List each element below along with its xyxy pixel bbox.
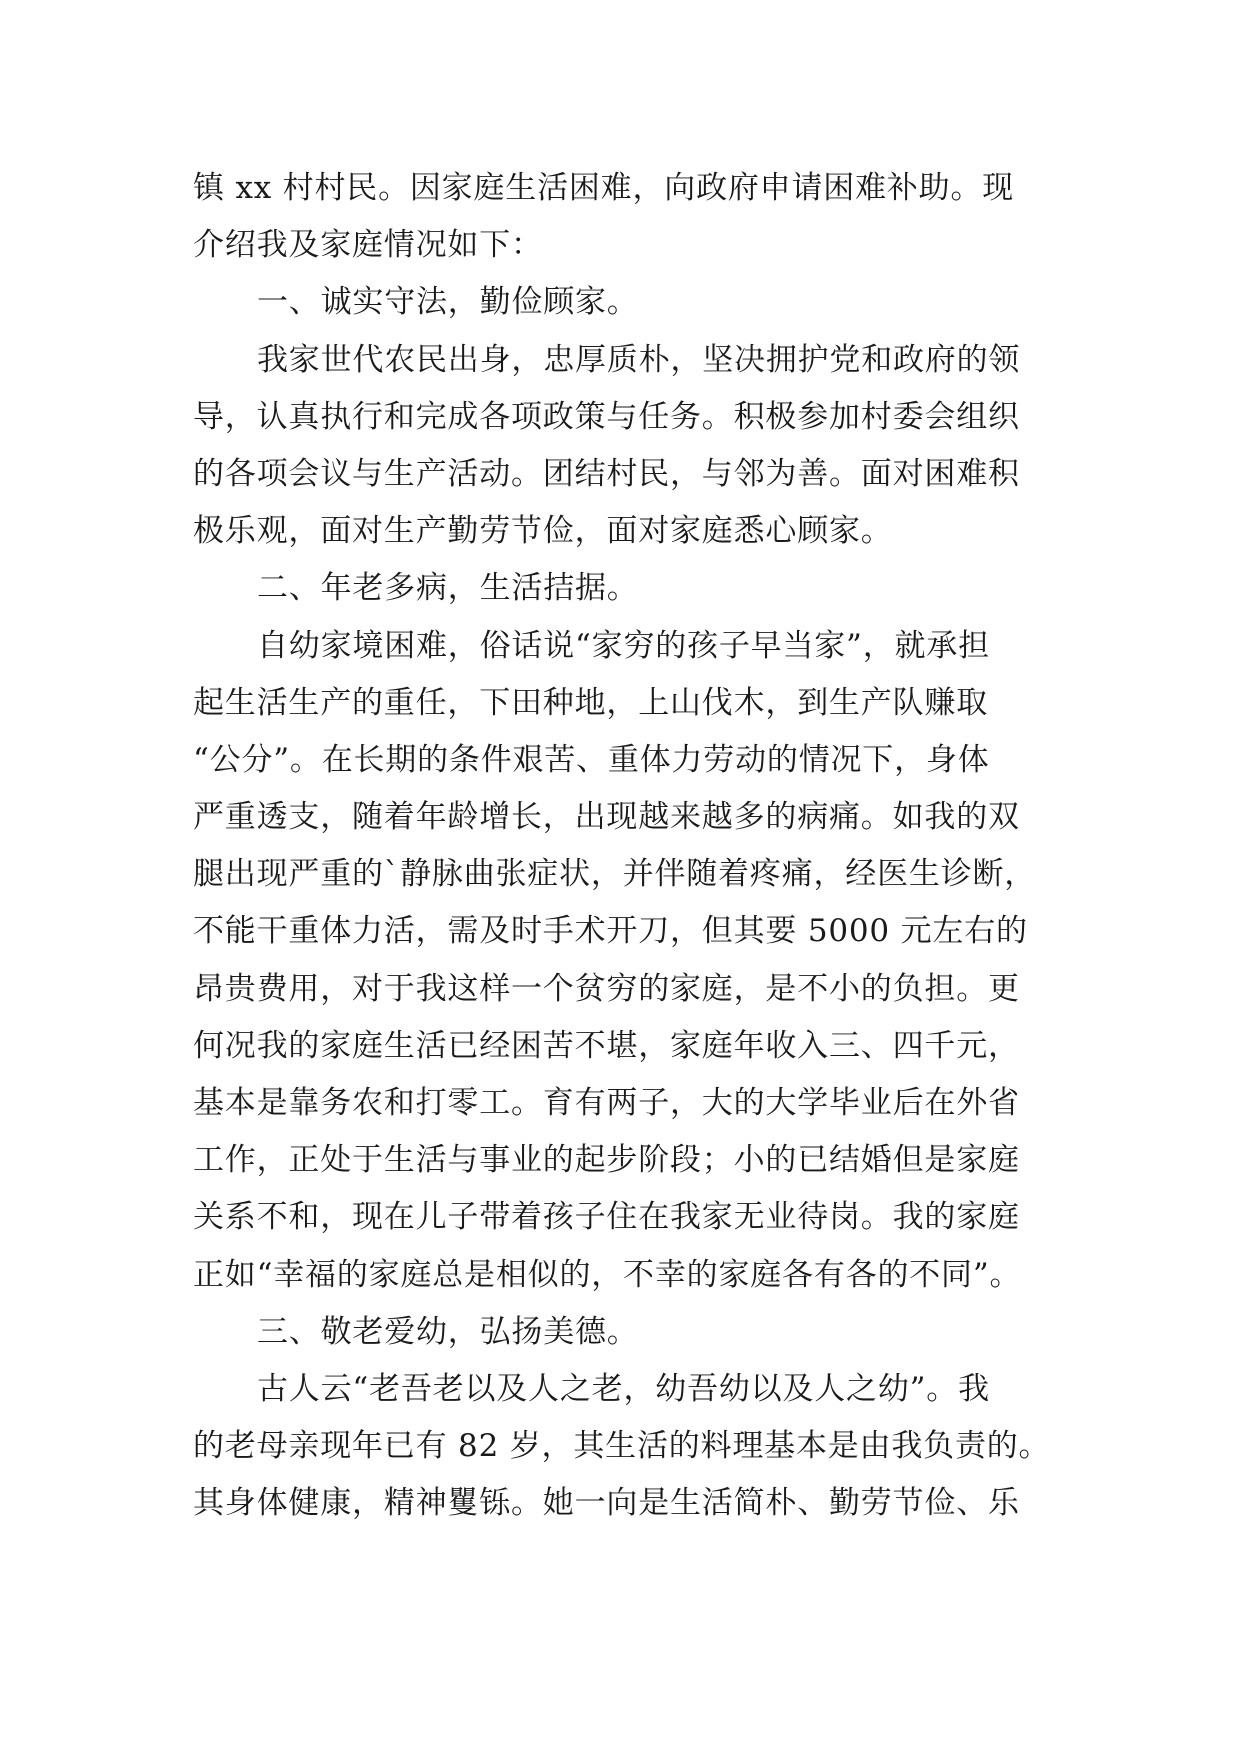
text-line: 一、诚实守法，勤俭顾家。 bbox=[257, 284, 639, 321]
text-line: 古人云“老吾老以及人之老，幼吾幼以及人之幼”。我 bbox=[257, 1370, 990, 1407]
text-line: 自幼家境困难，俗话说“家穷的孩子早当家”，就承担 bbox=[257, 627, 990, 664]
text-line: 介绍我及家庭情况如下： bbox=[193, 227, 543, 264]
text-line: 极乐观，面对生产勤劳节俭，面对家庭悉心顾家。 bbox=[193, 513, 893, 550]
text-line: 的各项会议与生产活动。团结村民，与邻为善。面对困难积 bbox=[193, 455, 1020, 492]
text-line: 三、敬老爱幼，弘扬美德。 bbox=[257, 1313, 639, 1350]
text-line: 其身体健康，精神矍铄。她一向是生活简朴、勤劳节俭、乐 bbox=[193, 1485, 1020, 1522]
text-line: “公分”。在长期的条件艰苦、重体力劳动的情况下，身体 bbox=[193, 741, 990, 778]
text-line: 导，认真执行和完成各项政策与任务。积极参加村委会组织 bbox=[193, 398, 1020, 435]
text-line: 起生活生产的重任，下田种地，上山伐木，到生产队赚取 bbox=[193, 684, 988, 721]
text-line: 二、年老多病，生活拮据。 bbox=[257, 570, 639, 607]
text-line: 基本是靠务农和打零工。育有两子，大的大学毕业后在外省 bbox=[193, 1085, 1020, 1121]
text-line: 镇 xx 村村民。因家庭生活困难，向政府申请困难补助。现 bbox=[193, 170, 1015, 206]
text-line: 不能干重体力活，需及时手术开刀，但其要 5000 元左右的 bbox=[193, 913, 1028, 950]
text-line: 昂贵费用，对于我这样一个贫穷的家庭，是不小的负担。更 bbox=[193, 970, 1020, 1007]
text-line: 严重透支，随着年龄增长，出现越来越多的病痛。如我的双 bbox=[193, 799, 1020, 836]
text-line: 的老母亲现年已有 82 岁，其生活的料理基本是由我负责的。 bbox=[193, 1428, 1051, 1465]
document-body bbox=[193, 160, 1073, 1533]
text-line: 正如“幸福的家庭总是相似的，不幸的家庭各有各的不同”。 bbox=[193, 1256, 1022, 1293]
text-line: 何况我的家庭生活已经困苦不堪，家庭年收入三、四千元， bbox=[193, 1027, 1020, 1064]
text-line: 我家世代农民出身，忠厚质朴，坚决拥护党和政府的领 bbox=[257, 341, 1021, 378]
text-line: 关系不和，现在儿子带着孩子住在我家无业待岗。我的家庭 bbox=[193, 1199, 1020, 1236]
text-line: 工作，正处于生活与事业的起步阶段；小的已结婚但是家庭 bbox=[193, 1142, 1020, 1179]
text-line: 腿出现严重的`静脉曲张症状，并伴随着疼痛，经医生诊断， bbox=[193, 856, 1037, 893]
